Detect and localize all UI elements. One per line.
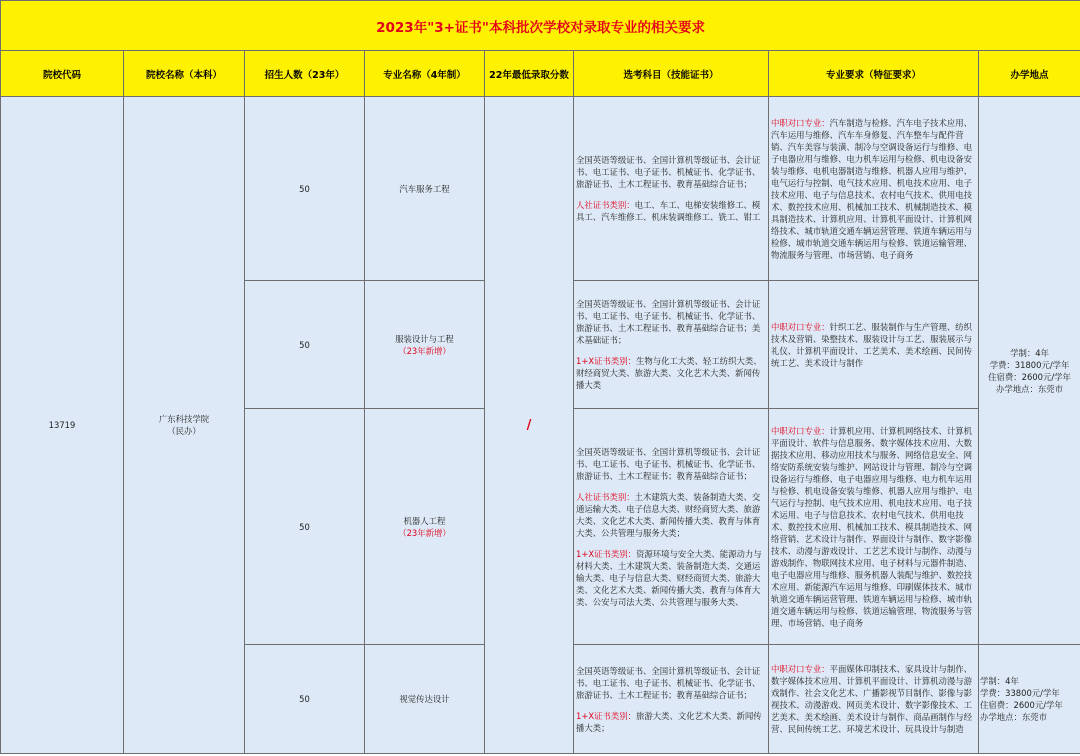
req-detail: 针织工艺、服装制作与生产管理、纺织技术及营销、染整技术、服装设计与工艺、服装展示与礼仪、计算机平面设计、工艺美术、美术绘画、民间传统工艺、美术设计与制作 (771, 321, 972, 368)
major-cell (365, 645, 485, 754)
cert-category (576, 355, 766, 391)
school-name-cell (124, 97, 245, 754)
header-subjects: 选考科目（技能证书） (574, 51, 769, 97)
req-label: 中职对口专业： (771, 425, 830, 436)
major-cell (365, 281, 485, 409)
new-tag: （23年新增） (398, 345, 451, 356)
requirements-cell (769, 281, 979, 409)
cert-detail: 土木建筑大类、装备制造大类、交通运输大类、电子信息大类、财经商贸大类、旅游大类、文化艺术大类、新闻传播大类、教育与体育大类、公共管理与服务大类； (576, 491, 761, 538)
cert-label: 人社证书类别： (576, 200, 635, 210)
school-type: （民办） (167, 426, 201, 436)
cert-general: 全国英语等级证书、全国计算机等级证书、会计证书、电工证书、电子证书、机械证书、化学证书、旅游证书、土木工程证书；教育基础综合证书； (576, 446, 761, 481)
quota-cell: 50 (245, 645, 365, 754)
major-cell (365, 409, 485, 645)
cert-category (576, 199, 766, 223)
location-line: 学费：33800元/学年 (980, 688, 1060, 698)
cert-label: 人社证书类别： (576, 491, 635, 502)
major-name: 机器人工程 (403, 515, 446, 526)
min-score-value: / (526, 417, 532, 433)
header-quota: 招生人数（23年） (245, 51, 365, 97)
subjects-cell (574, 645, 769, 754)
subjects-cell (574, 281, 769, 409)
requirements-cell (769, 409, 979, 645)
cert-label: 1+X证书类别： (576, 548, 636, 559)
req-detail: 平面媒体印制技术、家具设计与制作、数字媒体技术应用、计算机平面设计、计算机动漫与游戏制作、社会文化艺术、广播影视节目制作、影像与影视技术、动漫游戏、网页美术设计、数字影像技术、工艺美术、美术绘画、美术设计与制作、商品画制作与经营、民间传统工艺、环境艺术设计、玩具设计与制造 (771, 664, 972, 734)
location-line: 住宿费：2600元/学年 (988, 371, 1071, 382)
location-cell (979, 645, 1080, 754)
cert-label: 1+X证书类别： (576, 710, 636, 721)
major-name: 视觉传达设计 (399, 694, 450, 704)
subjects-cell (574, 97, 769, 281)
quota-cell: 50 (245, 409, 365, 645)
major-cell (365, 97, 485, 281)
location-line: 学制：4年 (1010, 347, 1049, 358)
requirements-cell (769, 97, 979, 281)
cert-category (576, 710, 766, 734)
location-line: 办学地点：东莞市 (996, 383, 1064, 394)
school-name: 广东科技学院 (158, 414, 210, 424)
cert-detail: 旅游大类、文化艺术大类、新闻传播大类； (576, 710, 762, 733)
req-detail: 计算机应用、计算机网络技术、计算机平面设计、软件与信息服务、数字媒体技术应用、大数据技术应用、移动应用技术与服务、网络信息安全、网络安防系统安装与维护、网站设计与管理、制冷与空调设备运行与维修、电子电器应用与维修、电力机车运用与检修、机电设备安装与维修、机器人应用与维护、电气运行与控制、电气技术应用、机电技术应用、电子技术运用、电子与信息技术、农村电气技术、供用电技术、数控技术应用、机械加工技术、模具制造技术、网络营销、艺术设计与制作、界面设计与制作、数字影像技术、动漫与游戏设计、工艺艺术设计与制作、动漫与游戏制作、物联网技术应用、电子材料与元器件制造、电子电器应用与维修、服务机器人装配与维护、数控技术应用、新能源汽车运用与维修、印刷媒体技术、城市轨道交通车辆运营管理、铁道车辆运用与检修、城市轨道交通车辆运用与检修、铁道运输管理、物流服务与管理、市场营销、电子商务 (771, 425, 972, 628)
school-code: 13719 (1, 97, 124, 754)
header-major: 专业名称（4年制） (365, 51, 485, 97)
cert-category (576, 491, 766, 539)
cert-label: 1+X证书类别： (576, 356, 636, 366)
header-school: 院校名称（本科） (124, 51, 245, 97)
location-line: 住宿费：2600元/学年 (980, 700, 1063, 710)
new-tag: （23年新增） (398, 527, 451, 538)
req-label: 中职对口专业： (771, 321, 830, 332)
location-line: 学费：31800元/学年 (989, 359, 1070, 370)
requirements-cell (769, 645, 979, 754)
header-code: 院校代码 (1, 51, 124, 97)
cert-detail: 电工、车工、电梯安装维修工、模具工、汽车维修工、机床装调维修工、铣工、钳工 (576, 200, 761, 222)
major-name: 汽车服务工程 (399, 183, 450, 194)
quota-cell: 50 (245, 97, 365, 281)
subjects-cell (574, 409, 769, 645)
header-requirements: 专业要求（特征要求） (769, 51, 979, 97)
quota-cell: 50 (245, 281, 365, 409)
cert-detail: 生物与化工大类、轻工纺织大类、财经商贸大类、旅游大类、文化艺术大类、新闻传播大类 (576, 356, 762, 390)
cert-category (576, 548, 766, 608)
location-line: 学制：4年 (980, 676, 1019, 686)
header-location: 办学地点 (979, 51, 1080, 97)
min-score-cell (485, 97, 574, 754)
cert-general: 全国英语等级证书、全国计算机等级证书、会计证书、电工证书、电子证书、机械证书、化学证书、旅游证书、土木工程证书、教育基础综合证书；美术基础证书； (576, 299, 761, 345)
table-title: 2023年"3+证书"本科批次学校对录取专业的相关要求 (1, 1, 1080, 51)
req-label: 中职对口专业： (771, 117, 830, 128)
cert-detail: 资源环境与安全大类、能源动力与材料大类、土木建筑大类、装备制造大类、交通运输大类、电子与信息大类、财经商贸大类、旅游大类、文化艺术大类、新闻传播大类、教育与体育大类、公安与司法大类、公共管理与服务大类、 (576, 548, 762, 607)
location-cell (979, 97, 1080, 645)
cert-general: 全国英语等级证书、全国计算机等级证书、会计证书、电工证书、电子证书、机械证书、化学证书、旅游证书、土木工程证书、教育基础综合证书； (576, 155, 761, 189)
major-name: 服装设计与工程 (395, 333, 454, 344)
req-label: 中职对口专业： (771, 664, 830, 674)
location-line: 办学地点：东莞市 (980, 712, 1047, 722)
cert-general: 全国英语等级证书、全国计算机等级证书、会计证书、电工证书、电子证书、机械证书、化学证书、旅游证书、土木工程证书；教育基础综合证书； (576, 665, 761, 700)
req-detail: 汽车制造与检修、汽车电子技术应用、汽车运用与维修、汽车车身修复、汽车整车与配件营销、汽车美容与装潢、制冷与空调设备运行与维修、电子电器应用与维修、电力机车运用与检修、机电设备安装与维修、电机电器制造与维修、机器人应用与维护、电气运行与控制、电气技术应用、机电技术应用、电子技术应用、电子与信息技术、农村电气技术、供用电技术、数控技术应用、机械加工技术、机械制造技术、模具制造技术、计算机应用、计算机平面设计、计算机网络技术、城市轨道交通车辆运营管理、铁道车辆运用与检修、城市轨道交通车辆运用与检修、铁道运输管理、物流服务与管理、市场营销、电子商务 (771, 117, 972, 260)
header-min-score: 22年最低录取分数 (485, 51, 574, 97)
